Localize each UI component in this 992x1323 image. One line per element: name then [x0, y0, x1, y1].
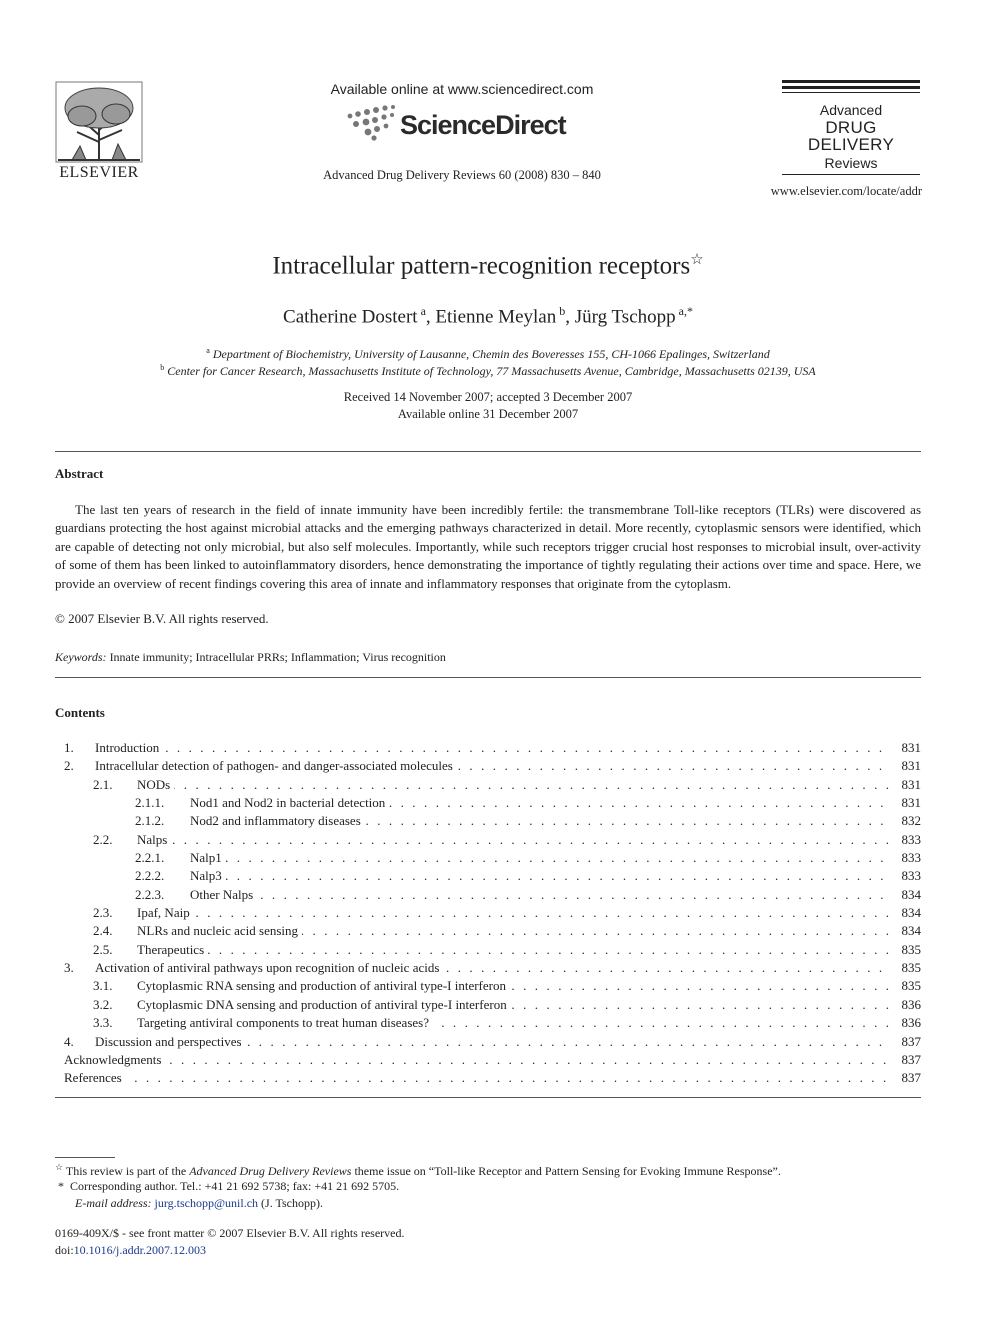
journal-logo-line3: Reviews	[824, 155, 878, 171]
abstract-text: The last ten years of research in the field of innate immunity have been incredibly fertile: the transmembrane Toll-like receptors (TLRs) were discovered as guardians protecting the host against microbial attacks and the emerging pathways characterized in detail. More recently, cytoplasmic sensors were identified, which are capable of detecting not only microbial, but also self molecules. Importantly, while such receptors trigger crucial host responses to microbial insult, over-activity of some of them has been linked to autoinflammatory disorders, hence demonstrating the importance of tightly regulating their actions over time and space. Here, we provide an overview of recent findings covering this area of innate and inflammatory responses that originate from the cytoplasm.	[55, 502, 921, 591]
toc-entry-title[interactable]: Other Nalps	[190, 887, 257, 902]
toc-entry-number: 2.2.1.	[135, 850, 165, 866]
toc-entry-page: 835	[901, 978, 921, 994]
toc-entry-number: 2.2.2.	[135, 868, 165, 884]
toc-entry[interactable]	[55, 739, 921, 757]
affiliation: $^a$ Department of Biochemistry, University of Lausanne, Chemin des Boveresses 155, CH-1066 Epalinges, Switzerland	[206, 346, 770, 361]
toc-entry-page: 834	[901, 886, 921, 902]
toc-entry[interactable]	[55, 1033, 921, 1051]
article-title: Intracellular pattern-recognition receptors☆	[272, 252, 704, 280]
journal-logo-rules	[782, 80, 920, 93]
toc-entry-page: 834	[901, 923, 921, 939]
sciencedirect-logo[interactable]: ScienceDirect	[400, 110, 566, 140]
toc-entry-title[interactable]: Cytoplasmic RNA sensing and production of antiviral type-I interferon	[137, 978, 510, 993]
toc-entry-page: 831	[901, 740, 921, 755]
toc-entry-page: 831	[901, 758, 921, 774]
toc-entry-page: 836	[901, 1015, 921, 1031]
toc-entry[interactable]	[55, 831, 921, 849]
toc-entry-page: 837	[901, 1051, 921, 1067]
toc-entry[interactable]	[55, 757, 921, 775]
toc-entry-title[interactable]: Nod2 and inflammatory diseases	[190, 813, 365, 828]
toc-entry-number: 2.1.	[93, 776, 113, 792]
toc-entry-title[interactable]: Acknowledgments	[64, 1052, 165, 1067]
toc-entry[interactable]	[55, 776, 921, 794]
toc-entry[interactable]	[55, 959, 921, 977]
toc-entry-number: 3.	[64, 960, 74, 976]
toc-entry[interactable]	[55, 794, 921, 812]
toc-entry-number: 2.3.	[93, 905, 113, 921]
journal-citation: Advanced Drug Delivery Reviews 60 (2008) 830 – 840	[323, 168, 601, 182]
toc-entry-page: 833	[901, 868, 921, 884]
contents-heading: Contents	[55, 705, 105, 720]
author-name: Catherine Dostert	[283, 306, 418, 328]
toc-entry-page: 835	[901, 960, 921, 976]
toc-entry-page: 832	[901, 813, 921, 829]
footnote-email: E-mail address: jurg.tschopp@unil.ch (J. Tschopp).	[75, 1196, 323, 1210]
toc-entry-number: 2.2.	[93, 831, 113, 847]
journal-logo-line1: Advanced	[819, 102, 883, 118]
divider	[55, 1097, 921, 1098]
toc-entry[interactable]	[55, 922, 921, 940]
received-date: Received 14 November 2007; accepted 3 December 2007	[343, 390, 633, 404]
toc-entry-title[interactable]: Discussion and perspectives	[95, 1034, 246, 1049]
toc-entry-title[interactable]: Ipaf, Naip	[137, 905, 194, 920]
author-name: Jürg Tschopp	[574, 306, 676, 328]
toc-entry-title[interactable]: Intracellular detection of pathogen- and danger-associated molecules	[95, 758, 457, 773]
article-dates	[0, 389, 976, 423]
toc-entry[interactable]	[55, 996, 921, 1014]
toc-entry-title[interactable]: Nalp1	[190, 850, 226, 865]
available-date: Available online 31 December 2007	[397, 407, 579, 421]
toc-entry[interactable]	[55, 1051, 921, 1069]
keywords: Keywords: Innate immunity; Intracellular PRRs; Inflammation; Virus recognition	[55, 650, 446, 664]
journal-logo	[782, 103, 920, 170]
toc-entry[interactable]	[55, 886, 921, 904]
abstract-copyright: © 2007 Elsevier B.V. All rights reserved.	[55, 611, 269, 626]
toc-entry-number: 2.1.1.	[135, 795, 165, 811]
toc-entry-title[interactable]: Nod1 and Nod2 in bacterial detection	[190, 795, 389, 810]
toc-entry-number: 3.1.	[93, 978, 113, 994]
journal-url[interactable]: www.elsevier.com/locate/addr	[770, 184, 922, 198]
toc-entry-page: 836	[901, 996, 921, 1012]
toc-entry-title[interactable]: NODs	[137, 777, 174, 792]
toc-entry-page: 831	[901, 795, 921, 811]
toc-entry-number: 2.5.	[93, 941, 113, 957]
toc-entry[interactable]	[55, 977, 921, 995]
toc-entry[interactable]	[55, 867, 921, 885]
toc-entry-number: 3.2.	[93, 996, 113, 1012]
toc-entry-number: 2.	[64, 758, 74, 774]
toc-entry-number: 2.4.	[93, 923, 113, 939]
divider	[55, 451, 921, 452]
footnote-rule	[55, 1157, 115, 1158]
toc-entry-page: 835	[901, 941, 921, 957]
doi-line: doi:10.1016/j.addr.2007.12.003	[55, 1243, 206, 1257]
toc-entry-number: 2.1.2.	[135, 813, 165, 829]
doi-link[interactable]: 10.1016/j.addr.2007.12.003	[73, 1243, 206, 1257]
publisher-name: ELSEVIER	[59, 164, 139, 181]
divider	[55, 677, 921, 678]
toc-entry-number: 3.3.	[93, 1015, 113, 1031]
abstract-heading: Abstract	[55, 466, 104, 481]
toc-entry-page: 833	[901, 831, 921, 847]
journal-logo-line2: DRUG DELIVERY	[807, 118, 895, 154]
author-list: Catherine Dostert $^a$, Etienne Meylan $^b$, Jürg Tschopp $^{a,*}$	[283, 304, 693, 328]
issn-line: 0169-409X/$ - see front matter © 2007 Elsevier B.V. All rights reserved.	[55, 1226, 405, 1240]
toc-entry-page: 837	[901, 1070, 921, 1086]
toc-entry-title[interactable]: NLRs and nucleic acid sensing	[137, 923, 302, 938]
toc-entry[interactable]	[55, 812, 921, 830]
toc-entry-title[interactable]: Nalps	[137, 832, 171, 847]
toc-entry-page: 833	[901, 850, 921, 866]
available-online[interactable]: Available online at www.sciencedirect.com	[330, 81, 594, 97]
toc-entry-title[interactable]: Introduction	[95, 740, 163, 755]
toc-entry-page: 831	[901, 776, 921, 792]
journal-logo-bottom-rule	[782, 174, 920, 175]
front-matter	[55, 1225, 405, 1259]
toc-entry-title[interactable]: Activation of antiviral pathways upon recognition of nucleic acids	[95, 960, 443, 975]
toc-entry[interactable]	[55, 849, 921, 867]
toc-entry-page: 834	[901, 905, 921, 921]
toc-entry-number: 4.	[64, 1033, 74, 1049]
toc-entry-title[interactable]: Targeting antiviral components to treat human diseases?	[137, 1015, 433, 1030]
footnote-theme: ☆ This review is part of the Advanced Drug Delivery Reviews theme issue on “Toll-like Receptor and Pattern Sensing for Evoking Immune Response”.	[55, 1162, 781, 1178]
affiliation: $^b$ Center for Cancer Research, Massachusetts Institute of Technology, 77 Massachusetts Avenue, Cambridge, Massachusetts 02139, USA	[160, 363, 816, 378]
toc-entry[interactable]	[55, 1069, 921, 1087]
toc-entry-title[interactable]: References	[64, 1070, 126, 1085]
toc-entry-title[interactable]: Cytoplasmic DNA sensing and production of antiviral type-I interferon	[137, 997, 511, 1012]
toc-entry-number: 2.2.3.	[135, 886, 165, 902]
title-footnote-mark[interactable]: ☆	[690, 252, 704, 268]
toc-entry[interactable]	[55, 904, 921, 922]
toc-entry-page: 837	[901, 1033, 921, 1049]
author-name: Etienne Meylan	[435, 306, 557, 328]
toc-entry-title[interactable]: Therapeutics	[137, 942, 208, 957]
toc-entry[interactable]	[55, 941, 921, 959]
table-of-contents	[55, 739, 921, 1088]
toc-entry-number: 1.	[64, 740, 74, 755]
footnote-corresponding: * Corresponding author. Tel.: +41 21 692 5738; fax: +41 21 692 5705.	[58, 1179, 400, 1193]
email-link[interactable]: jurg.tschopp@unil.ch	[154, 1196, 259, 1210]
toc-entry[interactable]	[55, 1014, 921, 1032]
toc-entry-title[interactable]: Nalp3	[190, 868, 226, 883]
